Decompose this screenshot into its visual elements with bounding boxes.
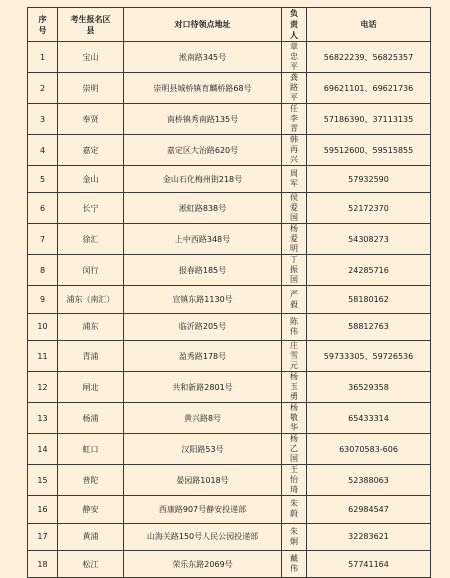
cell-phone: 54308273 (307, 224, 431, 255)
table-row (28, 42, 431, 73)
cell-district: 闸北 (58, 372, 124, 403)
cell-district: 宝山 (58, 42, 124, 73)
cell-district: 杨浦 (58, 403, 124, 434)
table-row (28, 135, 431, 166)
table-row (28, 313, 431, 340)
document-page (27, 7, 431, 578)
cell-person: 韩再兴 (282, 135, 307, 166)
cell-district: 青浦 (58, 341, 124, 372)
cell-no: 7 (28, 224, 58, 255)
cell-no: 13 (28, 403, 58, 434)
cell-person: 杨爱明 (282, 224, 307, 255)
table-row (28, 496, 431, 523)
cell-person: 王怡琦 (282, 465, 307, 496)
cell-person: 侯爱国 (282, 193, 307, 224)
table-row (28, 465, 431, 496)
cell-district: 虹口 (58, 434, 124, 465)
cell-no: 10 (28, 313, 58, 340)
cell-address: 嘉定区大治路620号 (124, 135, 282, 166)
table-row (28, 73, 431, 104)
header-phone: 电话 (307, 8, 431, 42)
cell-phone: 58812763 (307, 313, 431, 340)
cell-district: 松江 (58, 550, 124, 577)
table-row (28, 193, 431, 224)
cell-no: 1 (28, 42, 58, 73)
table-row (28, 104, 431, 135)
cell-person: 龚路平 (282, 73, 307, 104)
cell-district: 黄浦 (58, 523, 124, 550)
cell-no: 12 (28, 372, 58, 403)
table-row (28, 523, 431, 550)
cell-phone: 24285716 (307, 255, 431, 286)
cell-address: 报春路185号 (124, 255, 282, 286)
table-row (28, 224, 431, 255)
cell-address: 淞虹路838号 (124, 193, 282, 224)
header-no: 序号 (28, 8, 58, 42)
cell-person: 朱炯 (282, 523, 307, 550)
cell-address: 金山石化梅州街218号 (124, 166, 282, 193)
cell-phone: 65433314 (307, 403, 431, 434)
cell-person: 戴伟 (282, 550, 307, 577)
cell-address: 淞南路345号 (124, 42, 282, 73)
cell-district: 嘉定 (58, 135, 124, 166)
cell-no: 6 (28, 193, 58, 224)
cell-district: 闵行 (58, 255, 124, 286)
cell-phone: 63070583-606 (307, 434, 431, 465)
cell-phone: 32283621 (307, 523, 431, 550)
cell-district: 长宁 (58, 193, 124, 224)
cell-district: 浦东（南汇） (58, 286, 124, 313)
cell-no: 14 (28, 434, 58, 465)
cell-person: 周军 (282, 166, 307, 193)
table-row (28, 434, 431, 465)
cell-phone: 57741164 (307, 550, 431, 577)
cell-phone: 59512600、59515855 (307, 135, 431, 166)
table-row (28, 286, 431, 313)
cell-no: 3 (28, 104, 58, 135)
cell-no: 17 (28, 523, 58, 550)
cell-district: 普陀 (58, 465, 124, 496)
cell-person: 陈伟 (282, 313, 307, 340)
cell-no: 11 (28, 341, 58, 372)
cell-no: 2 (28, 73, 58, 104)
cell-no: 18 (28, 550, 58, 577)
cell-person: 杨玉勇 (282, 372, 307, 403)
cell-no: 9 (28, 286, 58, 313)
cell-district: 金山 (58, 166, 124, 193)
collection-points-table (27, 7, 431, 578)
cell-address: 山海关路150号人民公园投递部 (124, 523, 282, 550)
cell-district: 静安 (58, 496, 124, 523)
cell-no: 16 (28, 496, 58, 523)
cell-address: 崇明县城桥镇育麟桥路68号 (124, 73, 282, 104)
cell-person: 杨敬华 (282, 403, 307, 434)
cell-address: 黄兴路8号 (124, 403, 282, 434)
table-row (28, 341, 431, 372)
cell-person: 严毅 (282, 286, 307, 313)
header-person: 负责人 (282, 8, 307, 42)
table-row (28, 403, 431, 434)
cell-district: 崇明 (58, 73, 124, 104)
cell-person: 杨乙国 (282, 434, 307, 465)
cell-address: 宣镇东路1130号 (124, 286, 282, 313)
cell-address: 荣乐东路2069号 (124, 550, 282, 577)
cell-person: 章忠平 (282, 42, 307, 73)
table-header-row (28, 8, 431, 42)
cell-address: 西康路907号静安投递部 (124, 496, 282, 523)
cell-district: 徐汇 (58, 224, 124, 255)
cell-phone: 52388063 (307, 465, 431, 496)
cell-address: 临沂路205号 (124, 313, 282, 340)
header-address: 对口待领点地址 (124, 8, 282, 42)
cell-no: 8 (28, 255, 58, 286)
cell-address: 上中西路348号 (124, 224, 282, 255)
cell-person: 丁振国 (282, 255, 307, 286)
cell-no: 4 (28, 135, 58, 166)
cell-person: 朱蔚 (282, 496, 307, 523)
cell-address: 共和新路2801号 (124, 372, 282, 403)
cell-phone: 36529358 (307, 372, 431, 403)
cell-district: 浦东 (58, 313, 124, 340)
cell-phone: 57932590 (307, 166, 431, 193)
table-row (28, 550, 431, 577)
table-row (28, 166, 431, 193)
header-district: 考生报名区县 (58, 8, 124, 42)
cell-phone: 52172370 (307, 193, 431, 224)
table-row (28, 372, 431, 403)
cell-phone: 69621101、69621736 (307, 73, 431, 104)
cell-no: 5 (28, 166, 58, 193)
cell-person: 任李青 (282, 104, 307, 135)
cell-phone: 58180162 (307, 286, 431, 313)
cell-phone: 59733305、59726536 (307, 341, 431, 372)
cell-phone: 62984547 (307, 496, 431, 523)
cell-no: 15 (28, 465, 58, 496)
cell-address: 晏园路1018号 (124, 465, 282, 496)
cell-phone: 56822239、56825357 (307, 42, 431, 73)
cell-address: 汉阳路53号 (124, 434, 282, 465)
table-row (28, 255, 431, 286)
cell-person: 庄雪元 (282, 341, 307, 372)
table-body (28, 42, 431, 578)
cell-phone: 57186390、37113135 (307, 104, 431, 135)
cell-address: 盈秀路178号 (124, 341, 282, 372)
cell-district: 奉贤 (58, 104, 124, 135)
cell-address: 南桥镇秀南路135号 (124, 104, 282, 135)
